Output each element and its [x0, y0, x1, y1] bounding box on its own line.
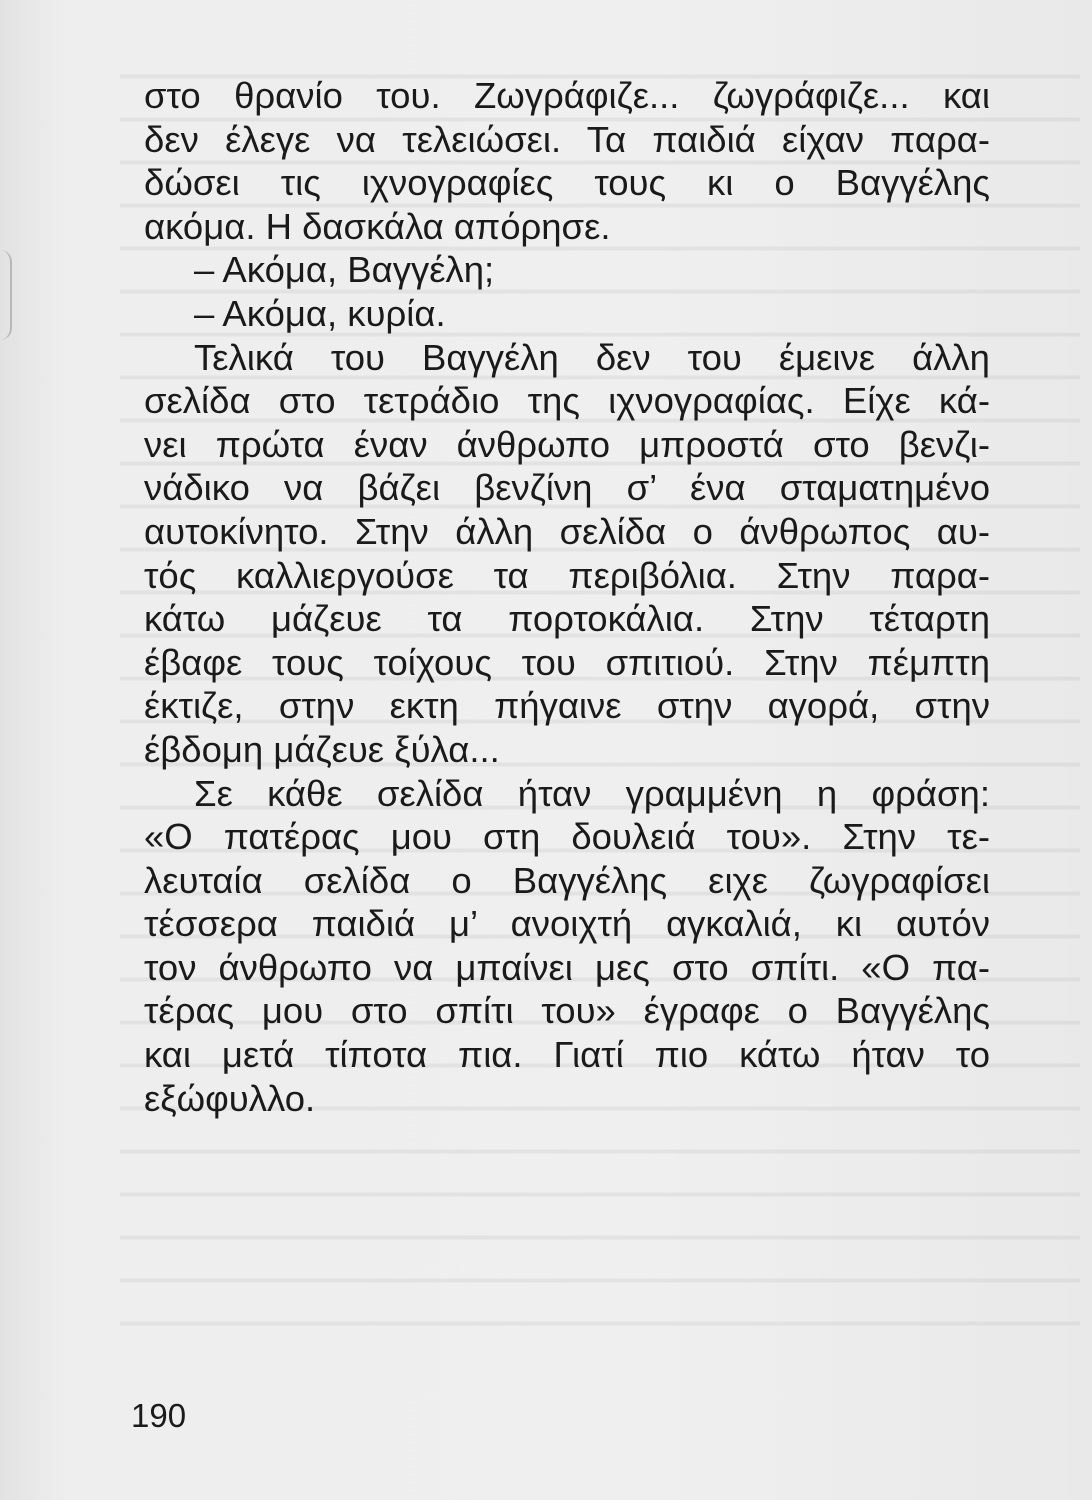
text-line: εξώφυλλο.	[144, 1077, 316, 1119]
text-line: δώσει τις ιχνογραφίες τους κι ο Βαγγέλης	[144, 162, 990, 204]
text-line: τέρας μου στο σπίτι του» έγραφε ο Βαγγέλης	[144, 990, 990, 1032]
text-line: έκτιζε, στην εκτη πήγαινε στην αγορά, στην	[144, 685, 990, 727]
text-line: σελίδα στο τετράδιο της ιχνογραφίας. Είχε κά-	[144, 380, 990, 422]
text-line: «Ο πατέρας μου στη δουλειά του». Στην τε-	[144, 816, 990, 858]
text-line: στο θρανίο του. Ζωγράφιζε... ζωγράφιζε... και	[144, 75, 990, 116]
text-line: Σε κάθε σελίδα ήταν γραμμένη η φράση:	[194, 772, 990, 814]
text-line: λευταία σελίδα ο Βαγγέλης ειχε ζωγραφίσει	[144, 859, 990, 901]
text-line: και μετά τίποτα πια. Γιατί πιο κάτω ήταν το	[144, 1034, 990, 1076]
text-line: αυτοκίνητο. Στην άλλη σελίδα ο άνθρωπος αυ-	[144, 510, 990, 552]
text-line: νει πρώτα έναν άνθρωπο μπροστά στο βενζι-	[144, 423, 990, 465]
text-line: τέσσερα παιδιά μ’ ανοιχτή αγκαλιά, κι αυτόν	[144, 903, 990, 945]
text-line: – Ακόμα, κυρία.	[194, 292, 446, 334]
text-line: – Ακόμα, Βαγγέλη;	[194, 249, 495, 291]
text-line: τός καλλιεργούσε τα περιβόλια. Στην παρα-	[144, 554, 990, 596]
text-line: δεν έλεγε να τελειώσει. Τα παιδιά είχαν παρα-	[144, 118, 990, 160]
page-edge-mark	[0, 250, 12, 340]
text-line: κάτω μάζευε τα πορτοκάλια. Στην τέταρτη	[144, 598, 990, 640]
text-line: ακόμα. Η δασκάλα απόρησε.	[144, 205, 611, 247]
text-line: έβδομη μάζευε ξύλα...	[144, 728, 500, 770]
page-number: 190	[131, 1397, 187, 1434]
text-line: τον άνθρωπο να μπαίνει μες στο σπίτι. «Ο πα-	[144, 946, 990, 988]
text-line: Τελικά του Βαγγέλη δεν του έμεινε άλλη	[194, 336, 990, 378]
body-text	[144, 74, 990, 1120]
text-line: έβαφε τους τοίχους του σπιτιού. Στην πέμπτη	[144, 641, 990, 683]
text-line: νάδικο να βάζει βενζίνη σ’ ένα σταματημένο	[144, 467, 990, 509]
